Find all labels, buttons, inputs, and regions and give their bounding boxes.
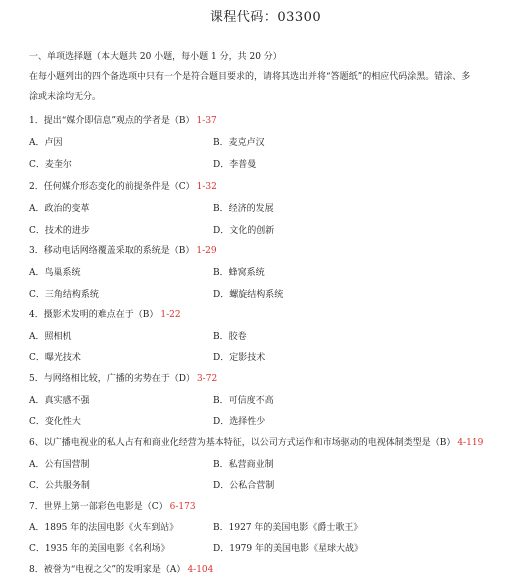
question-ref: 4-119 xyxy=(457,438,484,448)
question-stem-text: 7．世界上第一部彩色电影是（C） xyxy=(29,502,168,512)
q4-option-b: B．胶卷 xyxy=(213,332,247,342)
q7-option-c: C．1935 年的美国电影《名利场》 xyxy=(29,544,170,554)
question-ref: 3-72 xyxy=(196,374,218,384)
q5-option-a: A．真实感不强 xyxy=(29,396,90,406)
q1-option-b: B．麦克卢汉 xyxy=(213,138,265,148)
question-2-stem xyxy=(29,181,217,193)
instructions-line-1: 在每小题列出的四个备选项中只有一个是符合题目要求的，请将其选出并将“答题纸”的相应代码涂黑。错涂、多 xyxy=(29,72,471,82)
question-stem-text: 5．与网络相比较，广播的劣势在于（D） xyxy=(29,374,195,384)
q6-option-a: A．公有国营制 xyxy=(29,460,90,470)
question-3-stem xyxy=(29,245,217,257)
q3-option-a: A．鸟巢系统 xyxy=(29,268,81,278)
question-stem-text: 4．摄影术发明的难点在于（B） xyxy=(29,310,159,320)
question-stem-text: 1．提出“媒介即信息”观点的学者是（B） xyxy=(29,116,195,126)
q2-option-b: B．经济的发展 xyxy=(213,204,274,214)
instructions-line-2: 涂或未涂均无分。 xyxy=(29,92,102,102)
question-ref: 1-29 xyxy=(196,246,217,256)
question-ref: 1-22 xyxy=(160,310,181,320)
question-ref: 1-32 xyxy=(196,182,217,192)
q1-option-a: A．卢因 xyxy=(29,138,63,148)
q7-option-a: A．1895 年的法国电影《火车到站》 xyxy=(29,523,179,533)
q6-option-d: D．公私合营制 xyxy=(213,481,275,491)
question-stem-text: 3．移动电话网络覆盖采取的系统是（B） xyxy=(29,246,195,256)
question-stem-text: 8．被誉为“电视之父”的发明家是（A） xyxy=(29,565,186,575)
q2-option-a: A．政治的变革 xyxy=(29,204,90,214)
q3-option-d: D．螺旋结构系统 xyxy=(213,290,284,300)
question-ref: 1-37 xyxy=(196,116,217,126)
question-stem-text: 2．任何媒介形态变化的前提条件是（C） xyxy=(29,182,195,192)
section-header: 一、单项选择题（本大题共 20 小题，每小题 1 分，共 20 分） xyxy=(29,52,282,62)
q6-option-c: C．公共服务制 xyxy=(29,481,90,491)
q1-option-d: D．李普曼 xyxy=(213,160,257,170)
question-8-stem xyxy=(29,564,213,576)
question-4-stem xyxy=(29,309,181,321)
question-7-stem xyxy=(29,501,196,513)
q5-option-d: D．选择性少 xyxy=(213,417,266,427)
q3-option-b: B．蜂窝系统 xyxy=(213,268,265,278)
q7-option-b: B．1927 年的美国电影《爵士歌王》 xyxy=(213,523,363,533)
q2-option-d: D．文化的创新 xyxy=(213,226,275,236)
q7-option-d: D．1979 年的美国电影《星球大战》 xyxy=(213,544,363,554)
question-6-stem xyxy=(29,437,483,449)
q5-option-c: C．变化性大 xyxy=(29,417,81,427)
q4-option-c: C．曝光技术 xyxy=(29,353,81,363)
q2-option-c: C．技术的进步 xyxy=(29,226,90,236)
q1-option-c: C．麦奎尔 xyxy=(29,160,72,170)
q3-option-c: C．三角结构系统 xyxy=(29,290,99,300)
question-ref: 6-173 xyxy=(169,502,196,512)
q4-option-a: A．照相机 xyxy=(29,332,72,342)
course-code-title: 课程代码：03300 xyxy=(209,10,322,25)
q4-option-d: D．定影技术 xyxy=(213,353,266,363)
q6-option-b: B．私营商业制 xyxy=(213,460,274,470)
q5-option-b: B．可信度不高 xyxy=(213,396,274,406)
question-stem-text: 6、以广播电视业的私人占有和商业化经营为基本特征，以公司方式运作和市场驱动的电视体制类型是（B） xyxy=(29,438,456,448)
question-ref: 4-104 xyxy=(187,565,214,575)
question-1-stem xyxy=(29,115,217,127)
question-5-stem xyxy=(29,373,217,385)
